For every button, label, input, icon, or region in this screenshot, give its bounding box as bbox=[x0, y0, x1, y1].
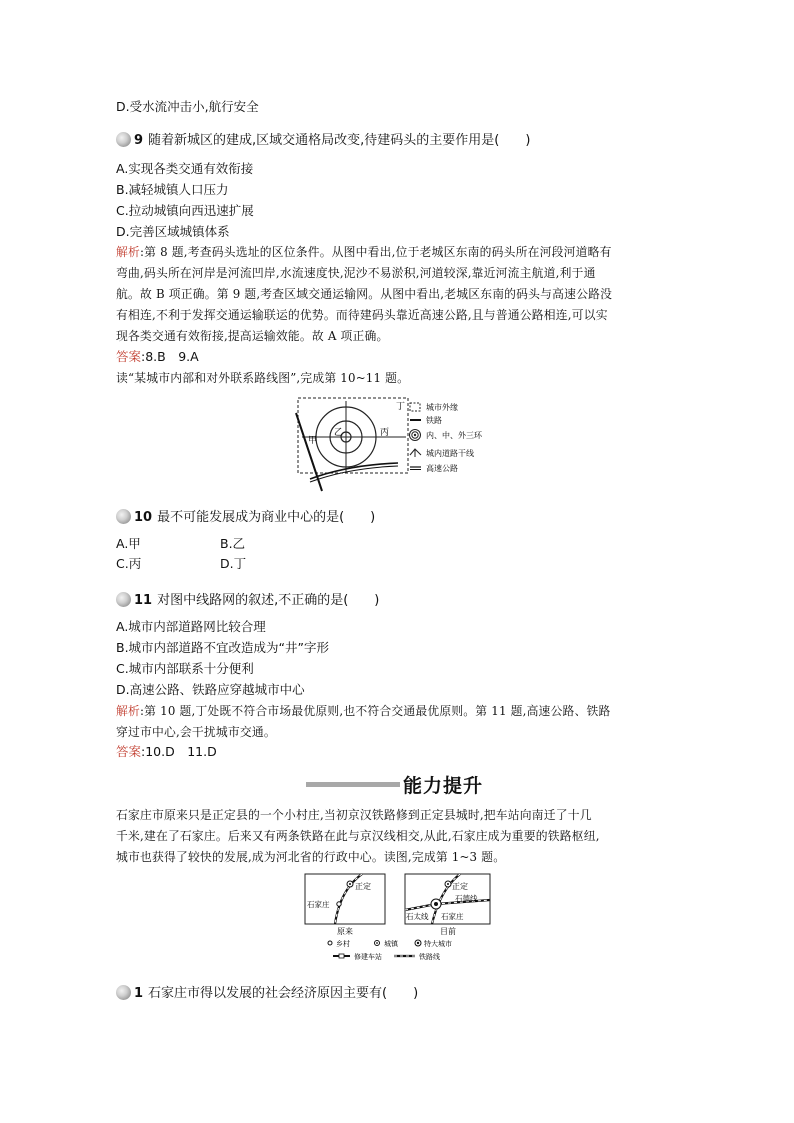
explanation-line: 解析:第 8 题,考查码头选址的区位条件。从图中看出,位于老城区东南的码头所在河段河道略有 bbox=[116, 245, 612, 259]
q11-option-d: D.高速公路、铁路应穿越城市中心 bbox=[116, 682, 305, 697]
passage-line: 千米,建在了石家庄。后来又有两条铁路在此与京汉线相交,从此,石家庄成为重要的铁路枢纽, bbox=[116, 829, 600, 843]
place-label-jia: 甲 bbox=[308, 436, 318, 446]
question-stem: 最不可能发展成为商业中心的是( ) bbox=[157, 510, 376, 525]
legend-item: 修建车站 bbox=[354, 953, 382, 961]
section-heading bbox=[306, 771, 506, 797]
legend-item: 铁路线 bbox=[419, 953, 440, 961]
explanation-line: 航。故 B 项正确。第 9 题,考查区域交通运输网。从图中看出,老城区东南的码头与高速公路没 bbox=[116, 287, 613, 301]
legend-item: 铁路 bbox=[426, 416, 442, 425]
question-stem: 对图中线路网的叙述,不正确的是( ) bbox=[157, 593, 380, 608]
explanation-line: 解析:第 10 题,丁处既不符合市场最优原则,也不符合交通最优原则。第 11 题,高速公路、铁路 bbox=[116, 704, 611, 718]
place-label-ding: 丁 bbox=[396, 402, 406, 412]
map-caption: 原来 bbox=[337, 927, 353, 936]
passage-line: 石家庄市原来只是正定县的一个小村庄,当初京汉铁路修到正定县城时,把车站向南迁了十几 bbox=[116, 808, 592, 822]
q10-option-a: A.甲 bbox=[116, 536, 141, 551]
legend-item: 内、中、外三环 bbox=[426, 431, 482, 440]
village-icon bbox=[337, 902, 341, 906]
question-1 bbox=[116, 985, 418, 1002]
q9-option-c: C.拉动城镇向西迅速扩展 bbox=[116, 203, 254, 218]
legend-item: 城市外缘 bbox=[426, 403, 458, 412]
map-legend bbox=[410, 402, 483, 473]
q10-options-row bbox=[116, 536, 246, 552]
map-label: 石德线 bbox=[455, 894, 478, 903]
explanation-line: 弯曲,码头所在河岸是河流凹岸,水流速度快,泥沙不易淤积,河道较深,靠近河流主航道,利于通 bbox=[116, 266, 596, 280]
question-11 bbox=[116, 592, 379, 609]
q10-option-d: D.丁 bbox=[220, 556, 247, 571]
question-bullet-icon bbox=[116, 592, 131, 607]
passage-line: 城市也获得了较快的发展,成为河北省的行政中心。读图,完成第 1~3 题。 bbox=[116, 850, 506, 864]
answer-line bbox=[116, 744, 217, 760]
explanation-line: 有相连,不利于发挥交通运输联运的优势。而待建码头靠近高速公路,且与普通公路相连,可以实 bbox=[116, 308, 608, 322]
map-label: 正定 bbox=[452, 882, 468, 891]
legend-village-icon bbox=[328, 941, 332, 945]
place-label-bing: 丙 bbox=[380, 428, 390, 438]
q9-option-d: D.完善区域城镇体系 bbox=[116, 224, 230, 239]
answer-text: :8.B 9.A bbox=[141, 349, 199, 364]
legend-item: 特大城市 bbox=[424, 940, 452, 948]
shijiazhuang-map-diagram bbox=[300, 870, 500, 966]
city-map-diagram bbox=[288, 393, 498, 493]
question-stem: 石家庄市得以发展的社会经济原因主要有( ) bbox=[148, 986, 419, 1001]
answer-label: 答案 bbox=[116, 744, 142, 759]
section-title: 能力提升 bbox=[403, 775, 484, 797]
q9-option-b: B.减轻城镇人口压力 bbox=[116, 182, 229, 197]
legend-item: 城镇 bbox=[384, 940, 398, 948]
map-label: 石家庄 bbox=[307, 900, 330, 909]
legend-road-icon bbox=[410, 449, 421, 457]
map-label: 石太线 bbox=[406, 912, 429, 921]
question-bullet-icon bbox=[116, 132, 131, 147]
legend-outline-icon bbox=[410, 403, 420, 411]
map-label: 石家庄 bbox=[441, 912, 464, 921]
question-10 bbox=[116, 509, 375, 526]
answer-label: 答案 bbox=[116, 349, 142, 364]
explanation-line: 现各类交通有效衔接,提高运输效能。故 A 项正确。 bbox=[116, 329, 389, 343]
map-panel-original bbox=[305, 874, 385, 924]
q10-option-b: B.乙 bbox=[220, 536, 246, 551]
question-number: 1 bbox=[134, 986, 144, 1001]
question-9 bbox=[116, 132, 530, 149]
question-number: 9 bbox=[134, 133, 144, 148]
legend-item: 城内道路干线 bbox=[426, 449, 474, 458]
question-stem: 随着新城区的建成,区域交通格局改变,待建码头的主要作用是( ) bbox=[148, 133, 531, 148]
map-label: 正定 bbox=[355, 882, 371, 891]
explanation-label: 解析 bbox=[116, 245, 140, 259]
section-heading-bar bbox=[306, 782, 400, 787]
place-label-yi: 乙 bbox=[334, 428, 344, 438]
intro-text: 读“某城市内部和对外联系路线图”,完成第 10~11 题。 bbox=[116, 371, 410, 385]
question-bullet-icon bbox=[116, 509, 131, 524]
explanation-line: 穿过市中心,会干扰城市交通。 bbox=[116, 725, 276, 739]
q9-option-a: A.实现各类交通有效衔接 bbox=[116, 161, 254, 176]
q11-option-c: C.城市内部联系十分便利 bbox=[116, 661, 254, 676]
q11-option-a: A.城市内部道路网比较合理 bbox=[116, 619, 266, 634]
explanation-label: 解析 bbox=[116, 704, 140, 718]
question-bullet-icon bbox=[116, 985, 131, 1000]
legend-item: 高速公路 bbox=[426, 464, 458, 473]
legend-item: 乡村 bbox=[336, 940, 350, 948]
q10-option-c: C.丙 bbox=[116, 556, 142, 571]
q8-option-d: D.受水流冲击小,航行安全 bbox=[116, 99, 259, 114]
map-caption: 目前 bbox=[440, 927, 456, 936]
map-legend bbox=[328, 939, 452, 961]
question-number: 10 bbox=[134, 510, 153, 525]
q11-option-b: B.城市内部道路不宜改造成为“井”字形 bbox=[116, 640, 330, 655]
question-number: 11 bbox=[134, 593, 153, 608]
answer-text: :10.D 11.D bbox=[141, 744, 217, 759]
answer-line bbox=[116, 349, 199, 365]
q10-options-row bbox=[116, 556, 247, 572]
